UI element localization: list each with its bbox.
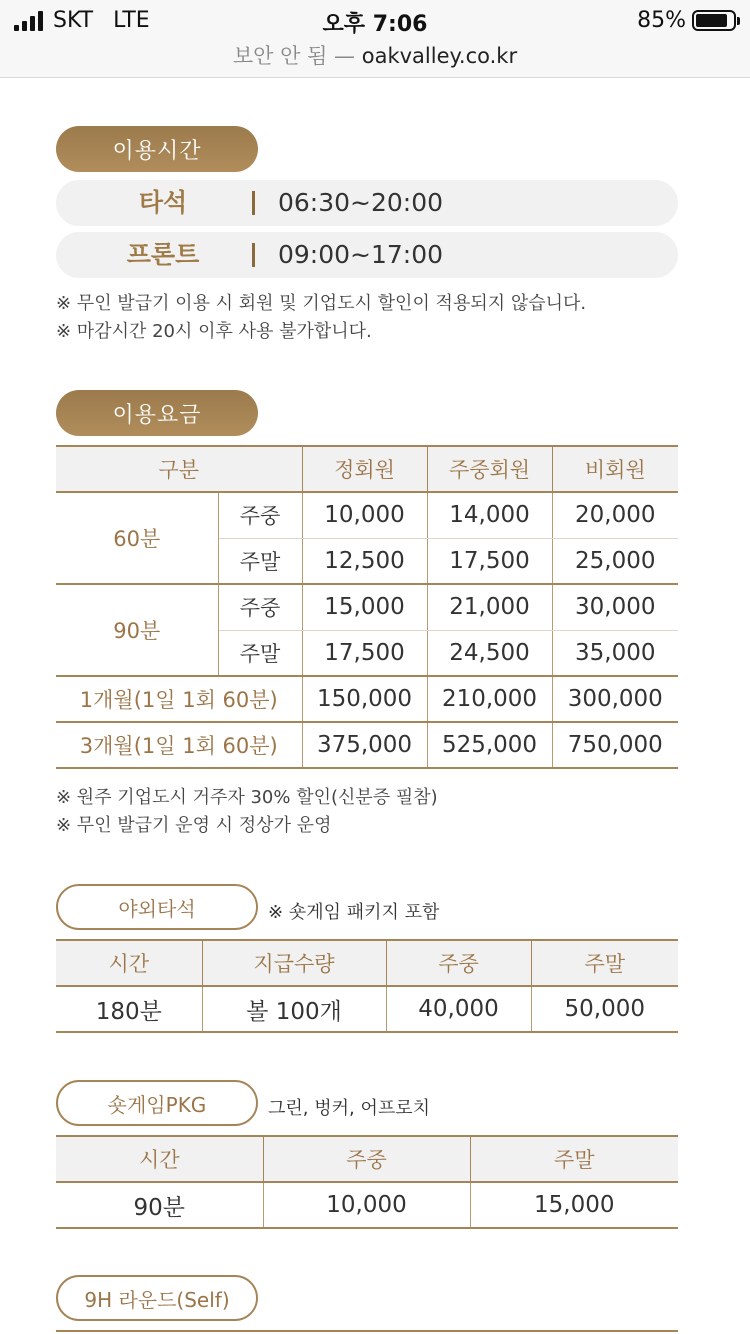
fees-cell: 12,500: [302, 538, 427, 584]
round9h-title-pill: 9H 라운드(Self): [56, 1275, 258, 1321]
fees-group-label: 90분: [56, 584, 218, 676]
fees-header-row: [56, 446, 678, 492]
round9h-table-top-border: [56, 1330, 678, 1332]
fees-notes: [56, 784, 438, 840]
hours-row-front: [56, 232, 678, 278]
fees-cell: 750,000: [567, 732, 663, 758]
fees-cell: 35,000: [552, 630, 678, 676]
fees-cell: 24,500: [427, 630, 552, 676]
fees-day-label: 주중: [218, 584, 302, 630]
carrier-label: SKT: [53, 8, 94, 33]
hours-label: 프론트: [126, 240, 200, 269]
fees-title-pill: 이용요금: [56, 390, 258, 436]
fees-cell: 17,500: [427, 538, 552, 584]
hours-divider: [252, 191, 255, 215]
outdoor-header: 주말: [531, 940, 678, 986]
shortgame-header-row: [56, 1136, 678, 1182]
fees-day-label: 주말: [218, 630, 302, 676]
shortgame-note: 그린, 벙커, 어프로치: [268, 1098, 430, 1119]
outdoor-note: ※ 숏게임 패키지 포함: [268, 902, 440, 923]
fees-header: 정회원: [302, 446, 427, 492]
fees-cell: 150,000: [302, 676, 427, 722]
url-domain: oakvalley.co.kr: [361, 44, 518, 68]
fees-cell: 15,000: [302, 584, 427, 630]
fees-pass-label: 3개월(1일 1회 60분): [56, 722, 302, 768]
fees-header: 비회원: [552, 446, 678, 492]
status-right: [637, 8, 736, 33]
shortgame-header: 주중: [263, 1136, 470, 1182]
shortgame-cell: 90분: [56, 1182, 263, 1228]
fees-cell: 17,500: [302, 630, 427, 676]
fees-cell: 10,000: [302, 492, 427, 538]
network-label: LTE: [113, 8, 150, 33]
outdoor-header: 시간: [56, 940, 202, 986]
hours-value: 09:00~17:00: [278, 240, 444, 269]
table-row: [56, 492, 678, 538]
outdoor-header: 주중: [386, 940, 531, 986]
fees-cell: 30,000: [552, 584, 678, 630]
fees-cell: 21,000: [427, 584, 552, 630]
table-row: [56, 1182, 678, 1228]
battery-fill: [696, 14, 727, 27]
table-row: [56, 986, 678, 1032]
outdoor-cell: 40,000: [386, 986, 531, 1032]
hours-note: ※ 무인 발급기 이용 시 회원 및 기업도시 할인이 적용되지 않습니다.: [56, 293, 587, 314]
status-time: 오후 7:06: [322, 12, 428, 37]
outdoor-header-row: [56, 940, 678, 986]
fees-day-label: 주말: [218, 538, 302, 584]
hours-value: 06:30~20:00: [278, 188, 444, 217]
outdoor-cell: 50,000: [564, 996, 645, 1022]
outdoor-cell: 180분: [56, 986, 202, 1032]
shortgame-cell: 15,000: [534, 1192, 615, 1218]
fees-header: 주중회원: [427, 446, 552, 492]
fees-cell: 20,000: [552, 492, 678, 538]
hours-label: 타석: [138, 188, 188, 217]
status-bar: [0, 0, 750, 78]
fees-cell: 525,000: [427, 722, 552, 768]
fees-cell: 300,000: [552, 676, 678, 722]
battery-icon: [692, 10, 736, 31]
outdoor-title-pill: 야외타석: [56, 884, 258, 930]
hours-divider: [252, 243, 255, 267]
outdoor-header: 지급수량: [202, 940, 386, 986]
hours-row-bay: [56, 180, 678, 226]
shortgame-header: 시간: [56, 1136, 263, 1182]
fees-group-label: 60분: [56, 492, 218, 584]
fees-cell: 210,000: [427, 676, 552, 722]
hours-title-pill: 이용시간: [56, 126, 258, 172]
shortgame-header: 주말: [470, 1136, 678, 1182]
table-row: [56, 676, 678, 722]
security-warning: 보안 안 됨: [232, 44, 328, 68]
fees-note: ※ 원주 기업도시 거주자 30% 할인(신분증 필참): [56, 787, 438, 808]
battery-percent: 85%: [637, 8, 686, 33]
shortgame-title-pill: 숏게임PKG: [56, 1080, 258, 1126]
fees-cell: 375,000: [302, 722, 427, 768]
outdoor-table: [56, 939, 678, 1033]
fees-pass-label: 1개월(1일 1회 60분): [56, 676, 302, 722]
address-bar[interactable]: [0, 40, 750, 70]
fees-cell: 14,000: [427, 492, 552, 538]
outdoor-cell: 볼 100개: [202, 986, 386, 1032]
url-separator: —: [327, 44, 362, 68]
fees-day-label: 주중: [218, 492, 302, 538]
table-row: [56, 584, 678, 630]
table-row: [56, 722, 678, 768]
hours-note: ※ 마감시간 20시 이후 사용 불가합니다.: [56, 321, 372, 342]
fees-note: ※ 무인 발급기 운영 시 정상가 운영: [56, 815, 332, 836]
shortgame-cell: 10,000: [263, 1182, 470, 1228]
fees-header: 구분: [56, 446, 302, 492]
fees-table: [56, 445, 678, 769]
hours-notes: [56, 290, 586, 346]
fees-cell: 25,000: [552, 538, 678, 584]
shortgame-table: [56, 1135, 678, 1229]
